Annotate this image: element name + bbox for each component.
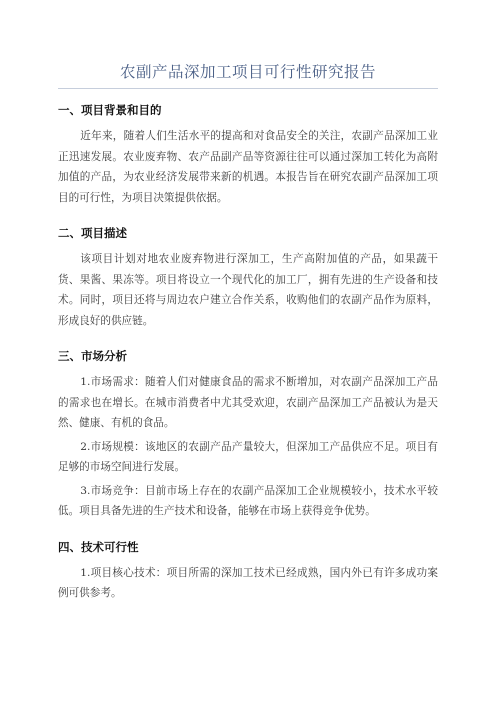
paragraph: 该项目计划对地农业废弃物进行深加工，生产高附加值的产品，如果蔬干货、果酱、果冻等。项目将设立一个现代化的加工厂，拥有先进的生产设备和技术。同时，项目还将与周边农户建立合作关系，收购他们的农副产品作为原料，形成良好的供应链。: [58, 253, 438, 327]
paragraph: 2.市场规模：该地区的农副产品产量较大，但深加工产品供应不足。项目有足够的市场空间进行发展。: [58, 440, 438, 473]
paragraph: 3.市场竞争：目前市场上存在的农副产品深加工企业规模较小，技术水平较低。项目具备先进的生产技术和设备，能够在市场上获得竞争优势。: [58, 484, 438, 517]
paragraph: 近年来，随着人们生活水平的提高和对食品安全的关注，农副产品深加工业正迅速发展。农业废弃物、农产品副产品等资源往往可以通过深加工转化为高附加值的产品，为农业经济发展带来新的机遇。本报告旨在研究农副产品深加工项目的可行性，为项目决策提供依据。: [58, 130, 438, 204]
section-heading: 一、项目背景和目的: [58, 103, 162, 117]
section-market-analysis: [58, 348, 438, 522]
paragraph: 1.项目核心技术：项目所需的深加工技术已经成熟，国内外已有许多成功案例可供参考。: [58, 566, 438, 599]
paragraph: 1.市场需求：随着人们对健康食品的需求不断增加，对农副产品深加工产品的需求也在增长。在城市消费者中尤其受欢迎，农副产品深加工产品被认为是天然、健康、有机的食品。: [58, 376, 438, 429]
section-description: [58, 225, 438, 331]
section-background: [58, 102, 438, 208]
section-heading: 二、项目描述: [58, 226, 127, 240]
section-technical-feasibility: [58, 539, 438, 604]
document-title: 农副产品深加工项目可行性研究报告: [58, 60, 438, 89]
section-heading: 四、技术可行性: [58, 539, 139, 554]
section-heading: 三、市场分析: [58, 349, 127, 363]
